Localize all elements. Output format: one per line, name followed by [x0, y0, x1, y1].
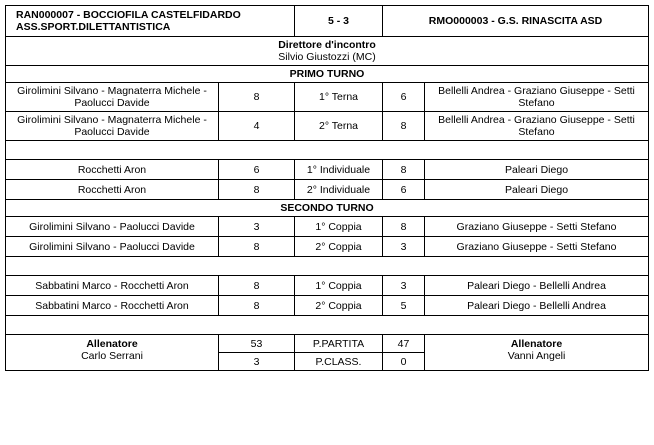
partita-label: P.PARTITA: [295, 335, 383, 353]
home-score: 4: [219, 112, 295, 141]
home-score: 8: [219, 276, 295, 296]
director-cell: [6, 37, 649, 66]
home-class-points: 3: [219, 353, 295, 371]
game-label: 2° Coppia: [295, 296, 383, 316]
first-round-header: [6, 66, 649, 83]
totals-row-partita: [6, 335, 649, 353]
game-label: 1° Individuale: [295, 160, 383, 180]
away-players: Graziano Giuseppe - Setti Stefano: [425, 237, 649, 257]
home-players: Girolimini Silvano - Magnaterra Michele - Paolucci Davide: [6, 112, 219, 141]
home-score: 8: [219, 180, 295, 200]
away-players: Paleari Diego: [425, 180, 649, 200]
director-label: Direttore d'incontro: [278, 39, 376, 51]
away-coach-label: Allenatore: [510, 338, 563, 350]
away-team-name: RMO000003 - G.S. RINASCITA ASD: [383, 6, 649, 37]
first-round-title: PRIMO TURNO: [6, 66, 649, 83]
away-score: 8: [383, 160, 425, 180]
match-row: [6, 112, 649, 141]
home-players: Sabbatini Marco - Rocchetti Aron: [6, 296, 219, 316]
away-score: 8: [383, 112, 425, 141]
away-score: 6: [383, 83, 425, 112]
home-players: Girolimini Silvano - Paolucci Davide: [6, 217, 219, 237]
home-players: Rocchetti Aron: [6, 160, 219, 180]
away-players: Graziano Giuseppe - Setti Stefano: [425, 217, 649, 237]
game-label: 2° Terna: [295, 112, 383, 141]
home-coach-cell: [6, 335, 219, 371]
away-score: 6: [383, 180, 425, 200]
away-coach-name: Vanni Angeli: [507, 350, 566, 362]
home-players: Sabbatini Marco - Rocchetti Aron: [6, 276, 219, 296]
game-label: 1° Coppia: [295, 217, 383, 237]
match-row: [6, 180, 649, 200]
home-coach-name: Carlo Serrani: [81, 350, 143, 362]
home-team-name: RAN000007 - BOCCIOFILA CASTELFIDARDO ASS.SPORT.DILETTANTISTICA: [6, 6, 295, 37]
away-players: Bellelli Andrea - Graziano Giuseppe - Setti Stefano: [425, 83, 649, 112]
spacer-row: [6, 316, 649, 335]
home-players: Rocchetti Aron: [6, 180, 219, 200]
match-row: [6, 217, 649, 237]
home-score: 3: [219, 217, 295, 237]
spacer-cell: [6, 257, 649, 276]
away-partita-points: 47: [383, 335, 425, 353]
second-round-title: SECONDO TURNO: [6, 200, 649, 217]
match-row: [6, 160, 649, 180]
away-score: 8: [383, 217, 425, 237]
spacer-row: [6, 257, 649, 276]
away-players: Paleari Diego: [425, 160, 649, 180]
game-label: 2° Individuale: [295, 180, 383, 200]
away-coach-cell: [425, 335, 649, 371]
spacer-cell: [6, 316, 649, 335]
match-row: [6, 83, 649, 112]
home-score: 8: [219, 237, 295, 257]
match-report-table: [5, 5, 649, 371]
home-score: 8: [219, 83, 295, 112]
class-label: P.CLASS.: [295, 353, 383, 371]
away-players: Bellelli Andrea - Graziano Giuseppe - Setti Stefano: [425, 112, 649, 141]
home-score: 6: [219, 160, 295, 180]
away-score: 3: [383, 237, 425, 257]
home-players: Girolimini Silvano - Magnaterra Michele - Paolucci Davide: [6, 83, 219, 112]
away-score: 3: [383, 276, 425, 296]
away-players: Paleari Diego - Bellelli Andrea: [425, 276, 649, 296]
spacer-row: [6, 141, 649, 160]
match-row: [6, 296, 649, 316]
away-class-points: 0: [383, 353, 425, 371]
header-row: [6, 6, 649, 37]
spacer-cell: [6, 141, 649, 160]
match-score: 5 - 3: [295, 6, 383, 37]
game-label: 1° Coppia: [295, 276, 383, 296]
second-round-header: [6, 200, 649, 217]
away-score: 5: [383, 296, 425, 316]
match-row: [6, 276, 649, 296]
home-score: 8: [219, 296, 295, 316]
game-label: 2° Coppia: [295, 237, 383, 257]
away-players: Paleari Diego - Bellelli Andrea: [425, 296, 649, 316]
home-partita-points: 53: [219, 335, 295, 353]
match-row: [6, 237, 649, 257]
director-name: Silvio Giustozzi (MC): [278, 51, 376, 63]
home-coach-label: Allenatore: [86, 338, 138, 350]
director-row: [6, 37, 649, 66]
home-players: Girolimini Silvano - Paolucci Davide: [6, 237, 219, 257]
game-label: 1° Terna: [295, 83, 383, 112]
